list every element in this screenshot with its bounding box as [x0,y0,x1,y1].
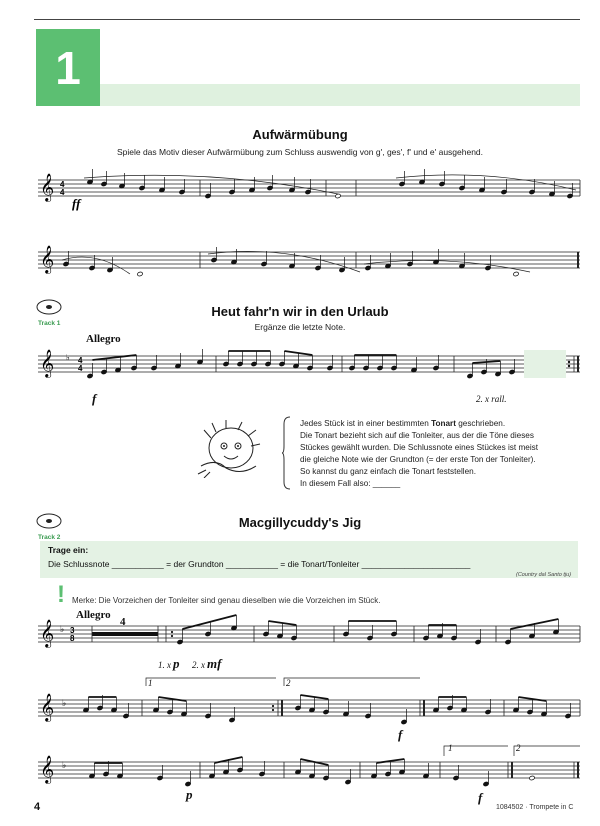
flat: ♭ [62,760,67,770]
section-title-jig: Macgillycuddy's Jig [238,515,362,530]
note-head [529,775,535,780]
urlaub-subtitle: Ergänze die letzte Note. [254,322,346,332]
repeat-dot [272,705,274,707]
beam [182,615,236,629]
staff-4-clef: 𝄞 [40,619,55,647]
copyright-note: (Country dal Santo tju) [516,572,572,578]
staff-6-clef: 𝄞 [40,755,55,783]
staff-1-clef: 𝄞 [40,173,55,201]
staff-5-clef: 𝄞 [40,693,55,721]
multirest-bar [92,632,158,636]
repeat-dot [272,709,274,711]
volta-3-label: 1 [448,743,453,753]
repeat-dot [568,361,570,363]
beam [472,361,500,363]
info-text: Jedes Stück ist in einer bestimmten Tonart geschrieben. Die Tonart bezieht sich auf die Tonleiter, aus der die Töne dieses Stückes gewählt wurden. Die Schlussnote eines Stückes ist meist die gleiche Note wie der Grundton (= der erste Ton der Tonleiter). So kannst du ganz einfach die Tonart feststellen. In diesem Fall also: ______ [300,419,539,488]
section-title-warmup: Aufwärmübung [252,127,348,142]
section-title-urlaub: Heut fahr'n wir in den Urlaub [211,304,389,319]
note-head [137,271,143,276]
dyn-prefix-2: 2. x [192,660,205,670]
volta-bracket [514,746,580,756]
warmup-instruction: Spiele das Motiv dieser Aufwärmübung zum Schluss auswendig von g', ges', f' und e' ausgehend. [116,147,484,157]
jig-tempo: Allegro [76,609,111,621]
time-sig: 8 [70,634,75,643]
slur [208,251,360,272]
repeat-dot [171,635,173,637]
time-sig: 4 [78,364,83,373]
dyn-p: p [173,656,180,671]
missing-note-box [524,350,566,378]
task-title: Trage ein: [48,545,89,555]
volta-2-label: 2 [286,678,291,688]
dynamic-ff: ff [72,196,81,211]
flat: ♭ [60,624,65,634]
staff-3-clef: 𝄞 [40,349,55,377]
task-line: Die Schlussnote ___________ = der Grundton ___________ = die Tonart/Tonleiter _______________________ [48,559,471,569]
track-label-2: Track 2 [38,534,61,541]
time-sig: 3 [70,626,75,635]
time-sig: 4 [60,180,65,189]
dyn-f-2: f [478,790,483,805]
track-label-1: Track 1 [38,320,61,327]
volta-bracket [444,746,508,756]
volta-bracket [146,678,276,686]
staff-2-clef: 𝄞 [40,245,55,273]
page-number: 4 [34,801,41,813]
note-head [513,271,519,276]
rall-marking: 2. x rall. [476,394,507,404]
dyn-prefix-1: 1. x [158,660,171,670]
footer-code: 1084502 · Trompete in C [496,804,574,811]
flat: ♭ [62,698,67,708]
volta-4-label: 2 [516,743,521,753]
time-sig: 4 [78,356,83,365]
tempo-marking: Allegro [86,333,121,345]
dynamic-marking: f [92,391,97,406]
time-sig: 4 [60,188,65,197]
dyn-mf: mf [207,656,222,671]
dyn-p-2: p [186,787,193,802]
dyn-f-1: f [398,727,403,742]
repeat-dot [568,365,570,367]
chapter-number: 1 [36,29,100,106]
remark-text: Merke: Die Vorzeichen der Tonleiter sind genau dieselben wie die Vorzeichen im Stück. [72,596,381,605]
flat: ♭ [66,353,70,362]
note-head [335,193,341,198]
volta-1-label: 1 [148,678,153,688]
repeat-dot [171,631,173,633]
volta-bracket [284,678,420,686]
exclamation-icon: ! [57,581,65,608]
multirest-count: 4 [120,616,126,628]
slur [62,257,130,274]
